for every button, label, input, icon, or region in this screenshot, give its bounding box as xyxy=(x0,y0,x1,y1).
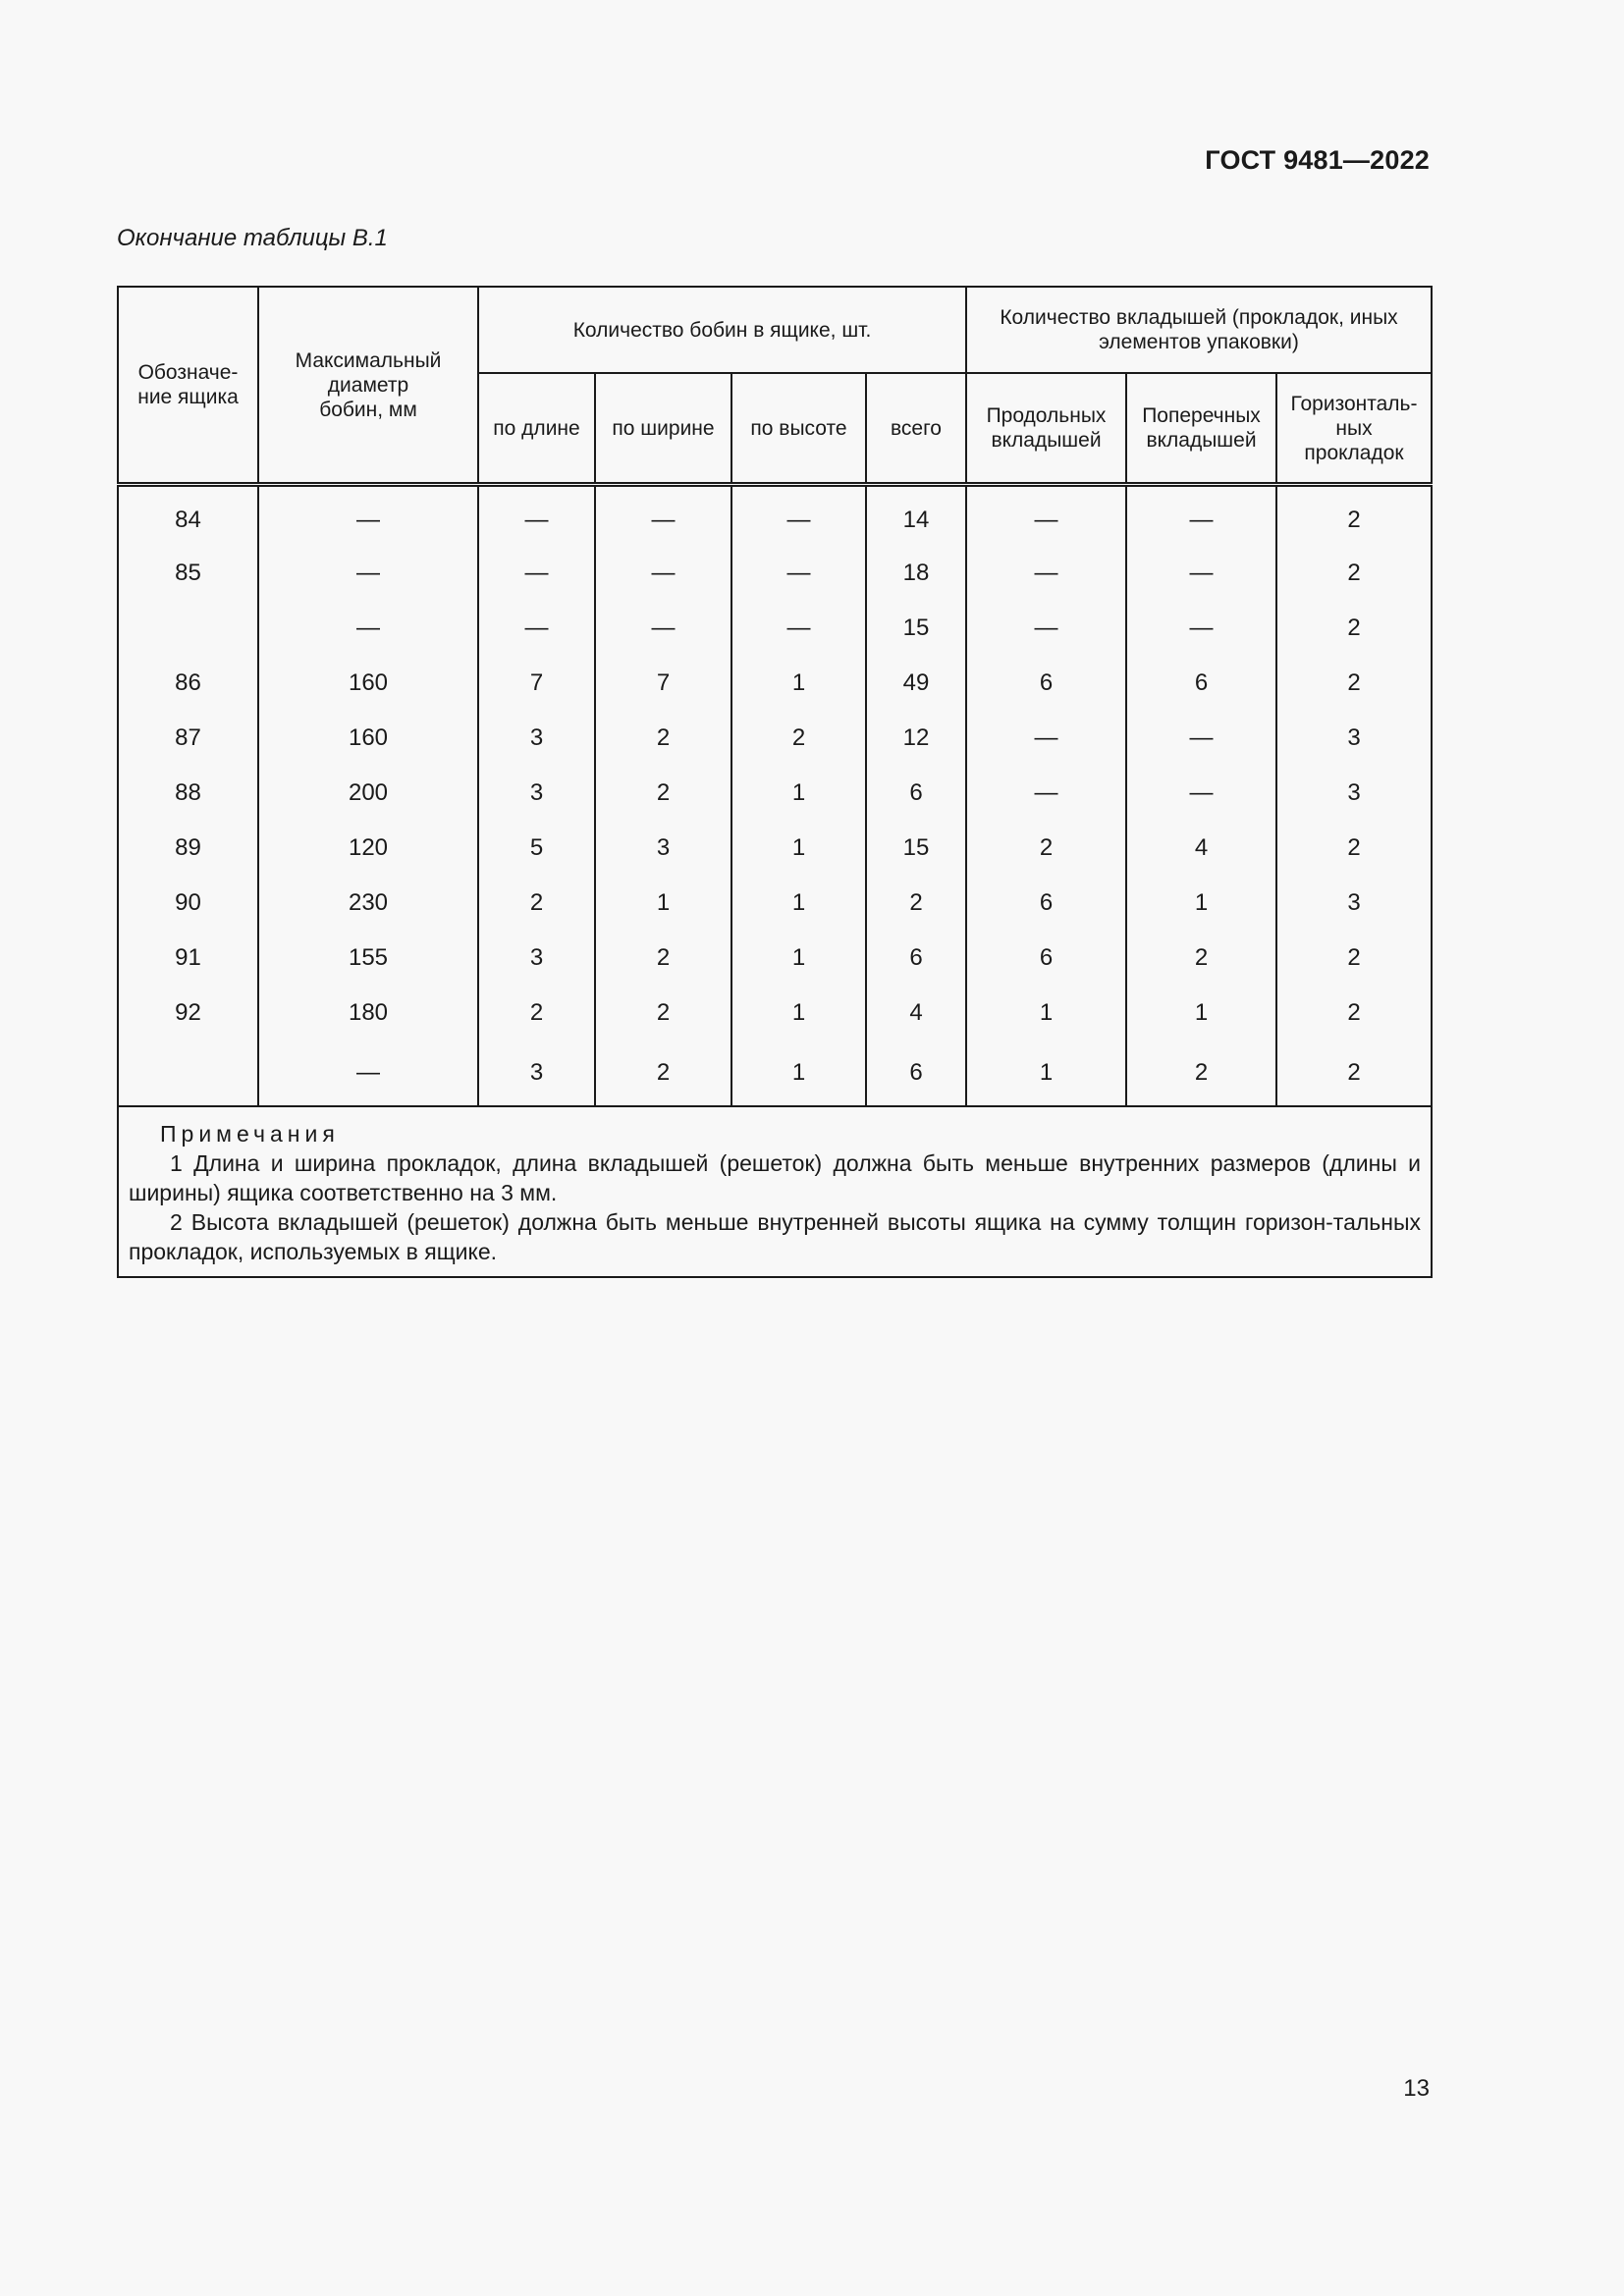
header-longitudinal-inserts: Продольных вкладышей xyxy=(966,373,1126,485)
cell-max-diameter: 120 xyxy=(258,821,478,876)
cell-by-width: 2 xyxy=(595,986,731,1041)
cell-by-height: — xyxy=(731,601,866,656)
cell-horizontal-pads: 2 xyxy=(1276,656,1432,711)
cell-by-height: 1 xyxy=(731,821,866,876)
header-horizontal-pads: Горизонталь- ных прокладок xyxy=(1276,373,1432,485)
cell-by-height: 1 xyxy=(731,656,866,711)
cell-longitudinal-inserts: — xyxy=(966,485,1126,547)
cell-max-diameter: 230 xyxy=(258,876,478,931)
cell-by-width: — xyxy=(595,485,731,547)
cell-by-width: 2 xyxy=(595,711,731,766)
header-inserts-group-label: Количество вкладышей (прокладок, иных элементов упаковки) xyxy=(1000,306,1398,353)
table-row xyxy=(118,546,1432,601)
cell-by-length: 3 xyxy=(478,766,595,821)
cell-horizontal-pads: 3 xyxy=(1276,876,1432,931)
cell-box-code: 85 xyxy=(118,546,258,601)
cell-box-code: 84 xyxy=(118,485,258,547)
cell-total: 2 xyxy=(866,876,966,931)
cell-box-code: 91 xyxy=(118,931,258,986)
cell-horizontal-pads: 2 xyxy=(1276,986,1432,1041)
header-by-width: по ширине xyxy=(595,373,731,485)
cell-max-diameter: 200 xyxy=(258,766,478,821)
cell-transverse-inserts: — xyxy=(1126,546,1276,601)
cell-max-diameter: — xyxy=(258,546,478,601)
cell-longitudinal-inserts: 6 xyxy=(966,931,1126,986)
cell-by-length: 3 xyxy=(478,711,595,766)
cell-transverse-inserts: 1 xyxy=(1126,876,1276,931)
cell-horizontal-pads: 2 xyxy=(1276,546,1432,601)
cell-by-length: 7 xyxy=(478,656,595,711)
note-1: 1 Длина и ширина прокладок, длина вкладышей (решеток) должна быть меньше внутренних размеров (длины и ширины) ящика соответственно на 3 мм. xyxy=(129,1150,1422,1205)
cell-total: 18 xyxy=(866,546,966,601)
header-transverse-inserts: Поперечных вкладышей xyxy=(1126,373,1276,485)
notes-title: Примечания xyxy=(160,1121,340,1147)
cell-horizontal-pads: 3 xyxy=(1276,766,1432,821)
cell-longitudinal-inserts: — xyxy=(966,546,1126,601)
cell-transverse-inserts: 1 xyxy=(1126,986,1276,1041)
cell-horizontal-pads: 2 xyxy=(1276,1041,1432,1106)
cell-by-width: 7 xyxy=(595,656,731,711)
cell-by-width: — xyxy=(595,601,731,656)
cell-transverse-inserts: — xyxy=(1126,601,1276,656)
table-container xyxy=(117,286,1431,1278)
cell-transverse-inserts: 2 xyxy=(1126,1041,1276,1106)
table-row xyxy=(118,821,1432,876)
data-table xyxy=(117,286,1433,1278)
cell-transverse-inserts: 6 xyxy=(1126,656,1276,711)
cell-box-code: 92 xyxy=(118,986,258,1041)
cell-longitudinal-inserts: 2 xyxy=(966,821,1126,876)
cell-max-diameter: 160 xyxy=(258,656,478,711)
cell-total: 4 xyxy=(866,986,966,1041)
cell-box-code: 89 xyxy=(118,821,258,876)
cell-total: 14 xyxy=(866,485,966,547)
cell-longitudinal-inserts: 1 xyxy=(966,1041,1126,1106)
cell-max-diameter: — xyxy=(258,1041,478,1106)
cell-by-length: 3 xyxy=(478,1041,595,1106)
cell-horizontal-pads: 2 xyxy=(1276,821,1432,876)
cell-by-height: — xyxy=(731,546,866,601)
cell-max-diameter: 160 xyxy=(258,711,478,766)
table-body xyxy=(118,485,1432,1107)
document-code: ГОСТ 9481—2022 xyxy=(1205,145,1430,175)
note-2: 2 Высота вкладышей (решеток) должна быть меньше внутренней высоты ящика на сумму толщин горизон-тальных прокладок, используемых в ящике. xyxy=(129,1209,1422,1264)
header-by-height: по высоте xyxy=(731,373,866,485)
cell-by-length: — xyxy=(478,601,595,656)
cell-box-code: 86 xyxy=(118,656,258,711)
cell-total: 15 xyxy=(866,601,966,656)
header-max-diameter xyxy=(258,287,478,485)
cell-by-width: 3 xyxy=(595,821,731,876)
cell-total: 12 xyxy=(866,711,966,766)
cell-total: 15 xyxy=(866,821,966,876)
cell-total: 49 xyxy=(866,656,966,711)
cell-by-height: 1 xyxy=(731,876,866,931)
cell-by-height: — xyxy=(731,485,866,547)
cell-longitudinal-inserts: — xyxy=(966,601,1126,656)
cell-by-length: — xyxy=(478,546,595,601)
cell-horizontal-pads: 2 xyxy=(1276,485,1432,547)
cell-by-length: 3 xyxy=(478,931,595,986)
cell-max-diameter: 155 xyxy=(258,931,478,986)
page-number: 13 xyxy=(1403,2075,1430,2102)
cell-by-width: 2 xyxy=(595,931,731,986)
cell-transverse-inserts: 4 xyxy=(1126,821,1276,876)
cell-by-height: 1 xyxy=(731,931,866,986)
header-by-length: по длине xyxy=(478,373,595,485)
table-row xyxy=(118,711,1432,766)
cell-box-code xyxy=(118,601,258,656)
cell-total: 6 xyxy=(866,766,966,821)
cell-by-width: 2 xyxy=(595,766,731,821)
header-box-code xyxy=(118,287,258,485)
header-bobbins-group-label: Количество бобин в ящике, шт. xyxy=(572,318,872,342)
cell-max-diameter: 180 xyxy=(258,986,478,1041)
cell-longitudinal-inserts: 1 xyxy=(966,986,1126,1041)
cell-by-width: 2 xyxy=(595,1041,731,1106)
table-row xyxy=(118,485,1432,547)
cell-total: 6 xyxy=(866,931,966,986)
cell-box-code: 87 xyxy=(118,711,258,766)
table-caption: Окончание таблицы В.1 xyxy=(117,225,388,251)
cell-by-height: 1 xyxy=(731,1041,866,1106)
cell-longitudinal-inserts: 6 xyxy=(966,876,1126,931)
cell-longitudinal-inserts: — xyxy=(966,711,1126,766)
cell-by-length: 2 xyxy=(478,986,595,1041)
cell-by-length: 5 xyxy=(478,821,595,876)
table-row xyxy=(118,1041,1432,1106)
cell-box-code: 88 xyxy=(118,766,258,821)
table-row xyxy=(118,986,1432,1041)
header-bobbins-group xyxy=(478,287,966,373)
cell-horizontal-pads: 3 xyxy=(1276,711,1432,766)
table-row xyxy=(118,766,1432,821)
cell-transverse-inserts: — xyxy=(1126,711,1276,766)
header-max-diameter-label: Максимальный диаметр бобин, мм xyxy=(295,348,442,421)
cell-box-code: 90 xyxy=(118,876,258,931)
cell-by-width: — xyxy=(595,546,731,601)
cell-by-width: 1 xyxy=(595,876,731,931)
cell-by-height: 1 xyxy=(731,986,866,1041)
cell-longitudinal-inserts: 6 xyxy=(966,656,1126,711)
header-box-code-label: Обозначе- ние ящика xyxy=(137,361,239,408)
notes-block xyxy=(118,1106,1432,1277)
cell-horizontal-pads: 2 xyxy=(1276,931,1432,986)
table-row xyxy=(118,931,1432,986)
cell-by-height: 1 xyxy=(731,766,866,821)
cell-box-code xyxy=(118,1041,258,1106)
table-row xyxy=(118,601,1432,656)
cell-max-diameter: — xyxy=(258,601,478,656)
cell-by-height: 2 xyxy=(731,711,866,766)
table-row xyxy=(118,656,1432,711)
cell-transverse-inserts: — xyxy=(1126,766,1276,821)
cell-transverse-inserts: — xyxy=(1126,485,1276,547)
cell-by-length: — xyxy=(478,485,595,547)
table-row xyxy=(118,876,1432,931)
cell-total: 6 xyxy=(866,1041,966,1106)
cell-longitudinal-inserts: — xyxy=(966,766,1126,821)
header-total: всего xyxy=(866,373,966,485)
cell-by-length: 2 xyxy=(478,876,595,931)
cell-max-diameter: — xyxy=(258,485,478,547)
cell-horizontal-pads: 2 xyxy=(1276,601,1432,656)
header-inserts-group xyxy=(966,287,1432,373)
cell-transverse-inserts: 2 xyxy=(1126,931,1276,986)
